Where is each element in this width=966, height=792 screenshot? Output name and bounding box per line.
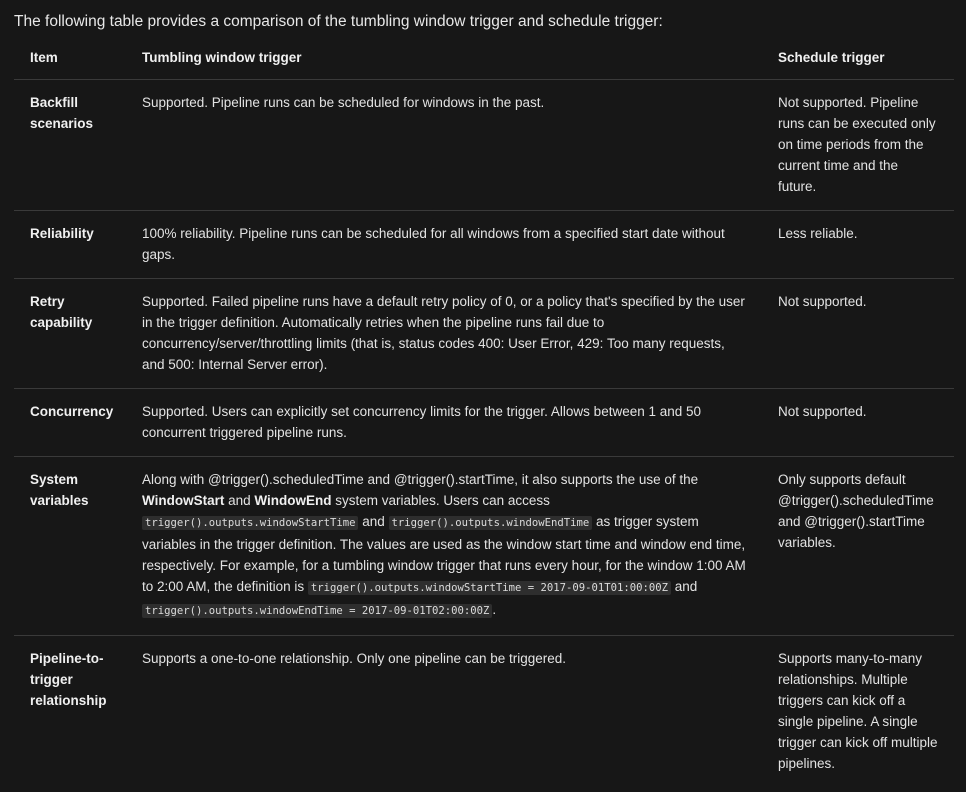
comparison-table <box>14 36 954 787</box>
row-schedule: Supports many-to-many relationships. Multiple triggers can kick off a single pipeline. A single trigger can kick off multiple pipelines. <box>778 651 938 771</box>
text-fragment: as trigger system variables in the trigger definition. The values are used as the window start time and window end time, respectively. For example, for a tumbling window trigger that runs every hour, for the window 1:00 AM to 2:00 AM, the definition is <box>142 514 746 594</box>
code-window-end-example: trigger().outputs.windowEndTime = 2017-09-01T02:00:00Z <box>142 604 492 618</box>
row-tumbling <box>126 457 762 636</box>
row-tumbling: 100% reliability. Pipeline runs can be scheduled for all windows from a specified start date without gaps. <box>126 211 762 279</box>
intro-text: The following table provides a comparison of the tumbling window trigger and schedule trigger: <box>14 13 663 30</box>
table-row <box>14 457 954 636</box>
code-window-start-example: trigger().outputs.windowStartTime = 2017-09-01T01:00:00Z <box>308 581 671 595</box>
header-tumbling-window-trigger: Tumbling window trigger <box>126 36 762 80</box>
text-fragment: and <box>358 514 389 529</box>
windowstart-term: WindowStart <box>142 493 225 508</box>
row-tumbling: Supported. Pipeline runs can be scheduled for windows in the past. <box>126 80 762 211</box>
table-row <box>14 279 954 389</box>
row-item: Retry capability <box>14 279 126 389</box>
row-schedule: Not supported. <box>762 279 954 389</box>
code-window-start-time: trigger().outputs.windowStartTime <box>142 516 358 530</box>
row-schedule: Less reliable. <box>762 211 954 279</box>
text-fragment: and <box>671 579 698 594</box>
row-item: Reliability <box>14 211 126 279</box>
row-tumbling: Supports a one-to-one relationship. Only one pipeline can be triggered. <box>142 651 567 666</box>
table-row <box>14 636 954 788</box>
row-item: Concurrency <box>14 389 126 457</box>
row-tumbling: Supported. Failed pipeline runs have a default retry policy of 0, or a policy that's specified by the user in the trigger definition. Automatically retries when the pipeline runs fail due to concurrency/server/throttling limits (that is, status codes 400: User Error, 429: Too many requests, and 500: Internal Server error). <box>126 279 762 389</box>
code-window-end-time: trigger().outputs.windowEndTime <box>389 516 593 530</box>
header-schedule-trigger: Schedule trigger <box>762 36 954 80</box>
table-row <box>14 389 954 457</box>
windowend-term: WindowEnd <box>254 493 332 508</box>
text-fragment: . <box>492 602 497 617</box>
table-row <box>14 211 954 279</box>
text-fragment: Along with @trigger().scheduledTime and @trigger().startTime, it also supports the use of the <box>142 472 699 487</box>
row-item: Pipeline-to-trigger relationship <box>30 651 107 708</box>
table-row <box>14 80 954 211</box>
table-header-row <box>14 36 954 80</box>
row-schedule: Not supported. Pipeline runs can be executed only on time periods from the current time and the future. <box>762 80 954 211</box>
row-schedule: Not supported. <box>762 389 954 457</box>
row-item: System variables <box>14 457 126 636</box>
header-item: Item <box>14 36 126 80</box>
row-tumbling: Supported. Users can explicitly set concurrency limits for the trigger. Allows between 1 and 50 concurrent triggered pipeline runs. <box>126 389 762 457</box>
row-schedule: Only supports default @trigger().scheduledTime and @trigger().startTime variables. <box>762 457 954 636</box>
row-item: Backfill scenarios <box>14 80 126 211</box>
text-fragment: system variables. Users can access <box>331 493 550 508</box>
text-fragment: and <box>224 493 255 508</box>
